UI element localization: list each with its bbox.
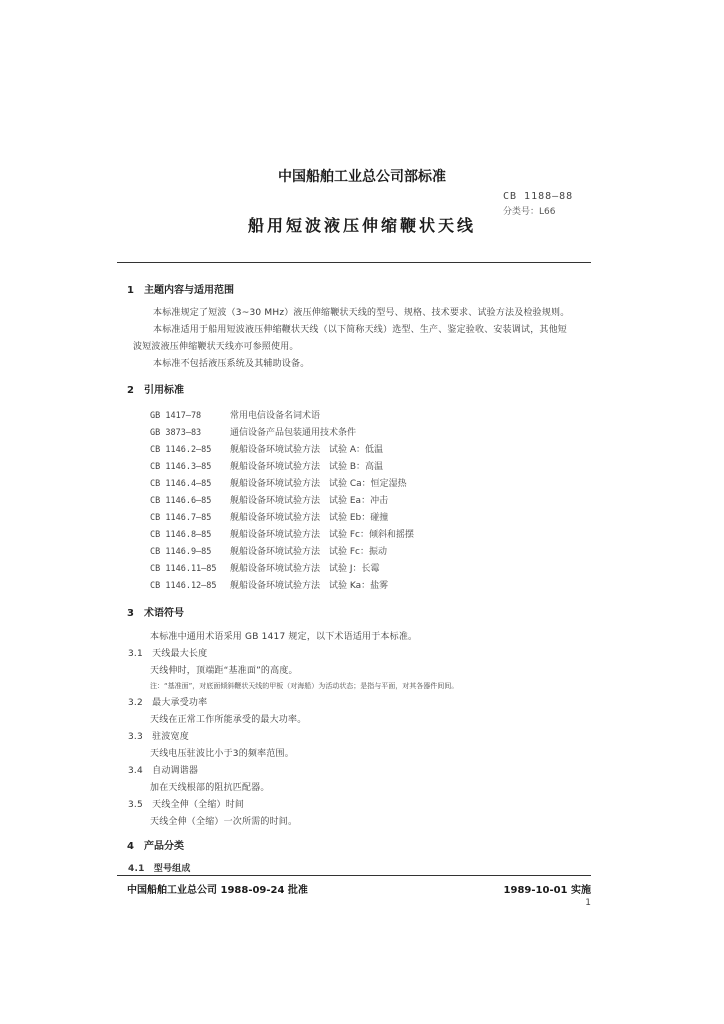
reference-item: CB 1146.6—85 舰船设备环境试验方法 试验 Ea：冲击 (150, 496, 389, 506)
term-definition: 加在天线根部的阻抗匹配器。 (150, 783, 270, 793)
reference-item: CB 1146.3—85 舰船设备环境试验方法 试验 B：高温 (150, 462, 384, 472)
approval-date: 中国船舶工业总公司 1988-09-24 批准 (127, 885, 308, 896)
document-title: 船用短波液压伸缩鞭状天线 (247, 216, 476, 235)
category-number: 分类号：L66 (503, 207, 556, 217)
term-definition: 天线全伸（全缩）一次所需的时间。 (150, 817, 298, 827)
reference-item: CB 1146.2—85 舰船设备环境试验方法 试验 A：低温 (150, 445, 384, 455)
reference-item: GB 3873—83 通信设备产品包装通用技术条件 (150, 428, 357, 438)
section-1-heading: 1 主题内容与适用范围 (127, 285, 234, 296)
section-4-heading: 4 产品分类 (127, 841, 184, 852)
reference-item: CB 1146.12—85 舰船设备环境试验方法 试验 Ka：盐雾 (150, 581, 389, 591)
header-rule (117, 262, 591, 263)
footer-rule (117, 875, 591, 876)
reference-item: CB 1146.8—85 舰船设备环境试验方法 试验 Fc：倾斜和摇摆 (150, 530, 414, 540)
term-heading: 3.4 自动调谐器 (128, 766, 199, 776)
term-heading: 3.2 最大承受功率 (128, 698, 208, 708)
term-definition: 天线电压驻波比小于3的频率范围。 (150, 749, 294, 759)
term-definition: 天线伸时，顶端距“基准面”的高度。 (150, 666, 298, 676)
section-1-paragraph: 本标准不包括液压系统及其辅助设备。 (153, 359, 310, 369)
section-1-paragraph: 本标准适用于船用短波液压伸缩鞭状天线（以下简称天线）选型、生产、鉴定验收、安装调试，其他短 (153, 325, 568, 335)
effective-date: 1989-10-01 实施 (503, 885, 591, 896)
section-1-paragraph: 本标准规定了短波（3~30 MHz）液压伸缩鞭状天线的型号、规格、技术要求、试验方法及检验规则。 (153, 308, 570, 318)
standard-code: CB 1188—88 (503, 191, 574, 202)
term-definition: 天线在正常工作所能承受的最大功率。 (150, 715, 307, 725)
reference-item: CB 1146.11—85 舰船设备环境试验方法 试验 J：长霉 (150, 564, 380, 574)
term-heading: 3.5 天线全伸（全缩）时间 (128, 800, 245, 810)
term-heading: 3.1 天线最大长度 (128, 649, 208, 659)
reference-item: CB 1146.7—85 舰船设备环境试验方法 试验 Eb：碰撞 (150, 513, 389, 523)
term-note: 注：“基准面”，对底面倾斜鞭状天线的甲板（对海船）为活动状态；是指与平面，对其各器件间间。 (150, 682, 459, 690)
section-4-subheading: 4.1 型号组成 (128, 864, 191, 874)
reference-item: GB 1417—78 常用电信设备名词术语 (150, 411, 321, 421)
section-3-heading: 3 术语符号 (127, 608, 184, 619)
term-heading: 3.3 驻波宽度 (128, 732, 189, 742)
page-number: 1 (585, 898, 591, 908)
section-1-paragraph: 波短波液压伸缩鞭状天线亦可参照使用。 (133, 342, 299, 352)
section-2-heading: 2 引用标准 (127, 385, 184, 396)
issuing-organization: 中国船舶工业总公司部标准 (278, 169, 446, 185)
reference-item: CB 1146.9—85 舰船设备环境试验方法 试验 Fc：振动 (150, 547, 387, 557)
section-3-intro: 本标准中通用术语采用 GB 1417 规定，以下术语适用于本标准。 (150, 632, 418, 642)
reference-item: CB 1146.4—85 舰船设备环境试验方法 试验 Ca：恒定湿热 (150, 479, 407, 489)
